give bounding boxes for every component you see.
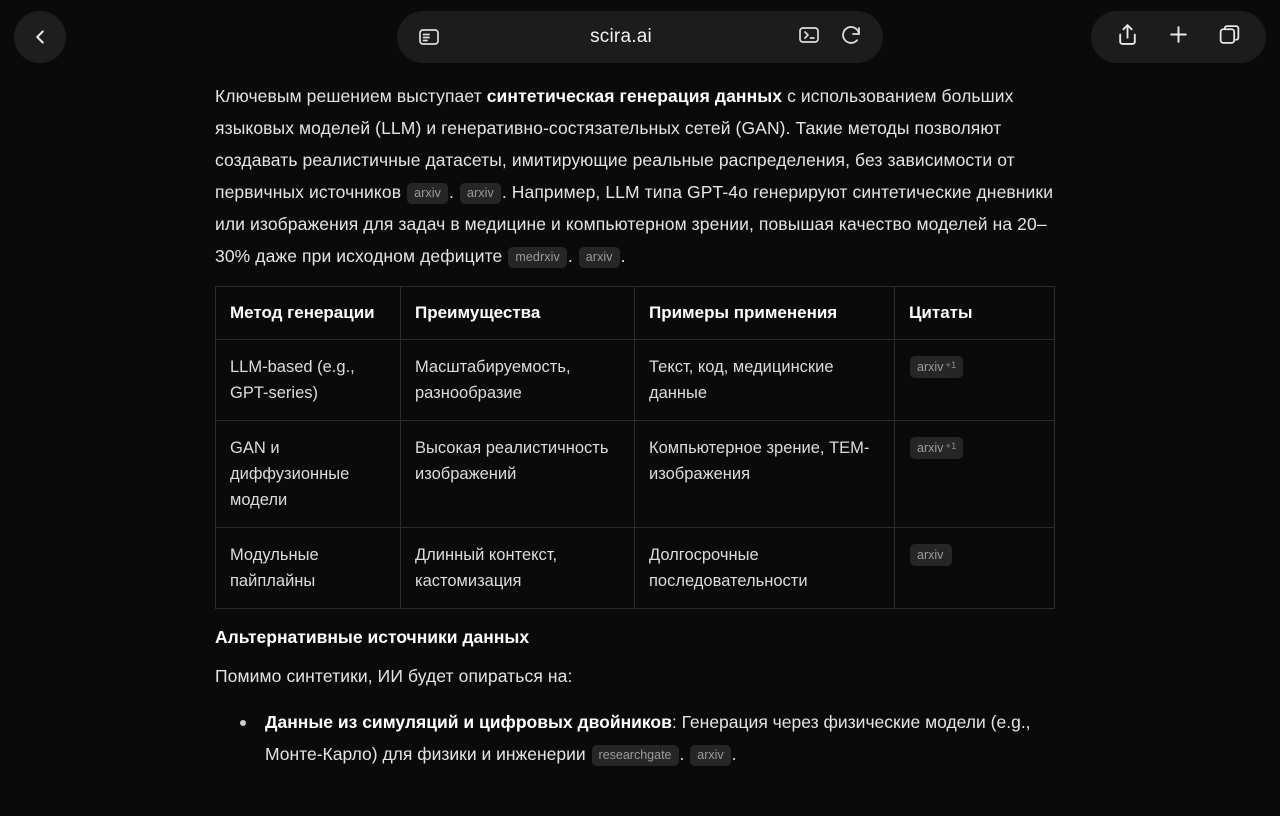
paragraph-alt-sources: Помимо синтетики, ИИ будет опираться на:	[215, 666, 573, 686]
plus-icon[interactable]	[1166, 22, 1191, 52]
chevron-left-icon	[29, 26, 51, 48]
citation-chip[interactable]: arxiv	[690, 745, 730, 766]
p1-bold1: синтетическая генерация данных	[486, 86, 783, 106]
citation-extra: +1	[945, 441, 957, 452]
extensions-icon[interactable]	[797, 23, 821, 52]
generation-methods-table	[215, 286, 1055, 609]
back-button[interactable]	[14, 11, 66, 63]
address-bar[interactable]	[397, 11, 883, 63]
alt-sources-list	[215, 706, 1065, 770]
p1-part2: с использованием больших языковых моделей (LLM) и генеративно-состязательных сетей (GAN). Такие методы позволяют создавать реалистичные датасеты, имитирующие реальные распределения, без зависимости от первичных источников	[215, 86, 1015, 202]
citation-chip[interactable]: arxiv $^{+1}$	[910, 437, 963, 459]
reader-mode-icon[interactable]	[417, 25, 445, 49]
citation-extra: +1	[945, 360, 957, 371]
p1-sep2: .	[567, 246, 573, 266]
table-cell-method: LLM-based (e.g., GPT-series)	[216, 340, 401, 421]
reload-icon[interactable]	[839, 23, 863, 52]
table-header-cell: Преимущества	[401, 287, 635, 340]
citation-chip[interactable]: arxiv	[910, 544, 952, 566]
p1-part1: Ключевым решением выступает	[215, 86, 487, 106]
table-cell-examples: Долгосрочные последовательности	[635, 528, 895, 609]
citation-chip[interactable]: arxiv	[579, 247, 620, 268]
table-row	[216, 528, 1055, 609]
table-cell-advantages: Высокая реалистичность изображений	[401, 421, 635, 528]
table-header-cell: Метод генерации	[216, 287, 401, 340]
tabs-icon[interactable]	[1217, 22, 1242, 52]
citation-chip[interactable]: arxiv	[407, 183, 448, 204]
list-sep1: .	[679, 744, 685, 764]
table-cell-examples: Компьютерное зрение, TEM-изображения	[635, 421, 895, 528]
paragraph-synthetic-data	[215, 80, 1065, 272]
table-header-cell: Цитаты	[895, 287, 1055, 340]
citation-chip[interactable]: arxiv	[460, 183, 501, 204]
table-cell-citations	[895, 528, 1055, 609]
p1-sep3: .	[620, 246, 626, 266]
browser-chrome	[0, 0, 1280, 74]
table-header-row	[216, 287, 1055, 340]
table-cell-advantages: Масштабируемость, разнообразие	[401, 340, 635, 421]
p1-part3: . Например, LLM типа GPT-4o генерируют синтетические дневники или изображения для задач в медицине и компьютерном зрении, повышая качество моделей на 20–30% даже при исходном дефиците	[215, 182, 1054, 266]
table-cell-examples: Текст, код, медицинские данные	[635, 340, 895, 421]
table-cell-method: GAN и диффузионные модели	[216, 421, 401, 528]
list-sep2: .	[731, 744, 737, 764]
table-cell-citations	[895, 421, 1055, 528]
url-text[interactable]: scira.ai	[590, 26, 652, 47]
table-header-cell: Примеры применения	[635, 287, 895, 340]
toolbar-right	[1091, 11, 1266, 63]
table-cell-advantages: Длинный контекст, кастомизация	[401, 528, 635, 609]
list-item	[265, 706, 1065, 770]
page-content	[0, 74, 1280, 770]
table-cell-citations	[895, 340, 1055, 421]
citation-chip[interactable]: medrxiv	[508, 247, 566, 268]
p1-sep1: .	[449, 182, 454, 202]
list-item-text: : Генерация через физические модели (e.g., Монте-Карло) для физики и инженерии	[265, 712, 1031, 764]
table-row	[216, 340, 1055, 421]
table-cell-method: Модульные пайплайны	[216, 528, 401, 609]
list-item-bold: Данные из симуляций и цифровых двойников	[265, 712, 672, 732]
citation-chip[interactable]: researchgate	[592, 745, 679, 766]
share-icon[interactable]	[1115, 22, 1140, 52]
section-subheading: Альтернативные источники данных	[215, 627, 530, 647]
table-row	[216, 421, 1055, 528]
citation-chip[interactable]: arxiv $^{+1}$	[910, 356, 963, 378]
